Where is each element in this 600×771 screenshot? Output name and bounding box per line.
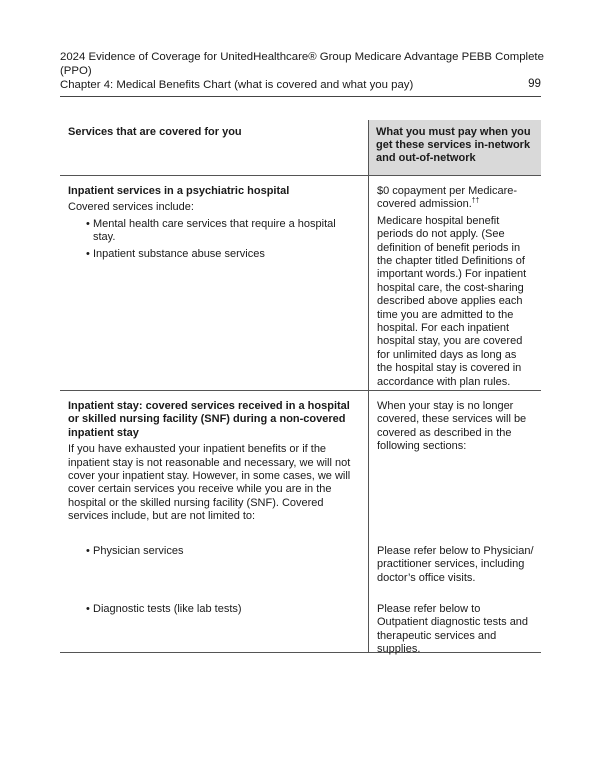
document-title-line2: (PPO) [60,65,92,77]
document-title-line1: 2024 Evidence of Coverage for UnitedHealthcare® Group Medicare Advantage PEBB Complete [60,51,544,63]
service-cell [60,541,369,599]
footnote-mark: †† [471,197,480,205]
service-intro: If you have exhausted your inpatient benefits or if the inpatient stay is not reasonable and necessary, we will not cover your inpatient stay. However, in some cases, we will cover certain services you receive while you are in the hospital or the skilled nursing facility (SNF). Covered services include, but are not limited to: [68,443,351,523]
payment-cell: Please refer below to Physician/ practitioner services, including doctor’s office visits. [377,545,534,584]
payment-cell: Please refer below to Outpatient diagnostic tests and therapeutic services and supplies. [377,603,529,656]
list-item [68,218,360,245]
list-item-text: Mental health care services that require a hospital stay. [92,217,336,244]
list-item [68,603,360,616]
bullet-icon: • [86,603,90,615]
bullet-icon: • [86,545,90,557]
sub-row [60,541,541,599]
col-header-services: Services that are covered for you [60,120,369,175]
payment-cell [369,176,541,390]
service-cell [60,176,369,390]
list-item-text: Physician services [93,545,184,557]
service-cell [60,599,369,652]
payment-copay-text: $0 copayment per Medicare-covered admission. [377,185,518,211]
payment-copay [377,185,534,212]
bullet-icon: • [86,217,90,230]
page-header [60,50,544,92]
page-number: 99 [528,77,541,90]
header-divider [60,96,541,97]
payment-details: Medicare hospital benefit periods do not apply. (See definition of benefit periods in the chapter titled Definitions of important words.) For inpatient hospital care, the cost-sharing described above applies each time you are admitted to the hospital. For each inpatient hospital stay, you are covered for unlimited days as long as the hospital stay is covered in accordance with plan rules. [377,214,527,388]
service-title: Inpatient services in a psychiatric hospital [68,185,290,197]
bullet-icon: • [86,247,90,260]
table-header-row [60,120,541,176]
list-item [68,545,360,558]
list-item-text: Diagnostic tests (like lab tests) [93,603,242,615]
service-intro: Covered services include: [68,201,194,214]
payment-cell: When your stay is no longer covered, these services will be covered as described in the following sections: [377,400,527,453]
service-title: Inpatient stay: covered services received in a hospital or skilled nursing facility (SNF) during a non-covered inpatient stay [68,400,350,439]
chapter-title: Chapter 4: Medical Benefits Chart (what is covered and what you pay) [60,79,414,91]
list-item-text: Inpatient substance abuse services [93,247,265,260]
benefits-table [60,120,541,656]
sub-row [60,391,541,541]
service-cell [60,391,369,541]
sub-row [60,599,541,656]
col-header-payment: What you must pay when you get these services in-network and out-of-network [369,120,541,175]
table-row [60,176,541,391]
table-row [60,391,541,656]
list-item [68,248,360,261]
